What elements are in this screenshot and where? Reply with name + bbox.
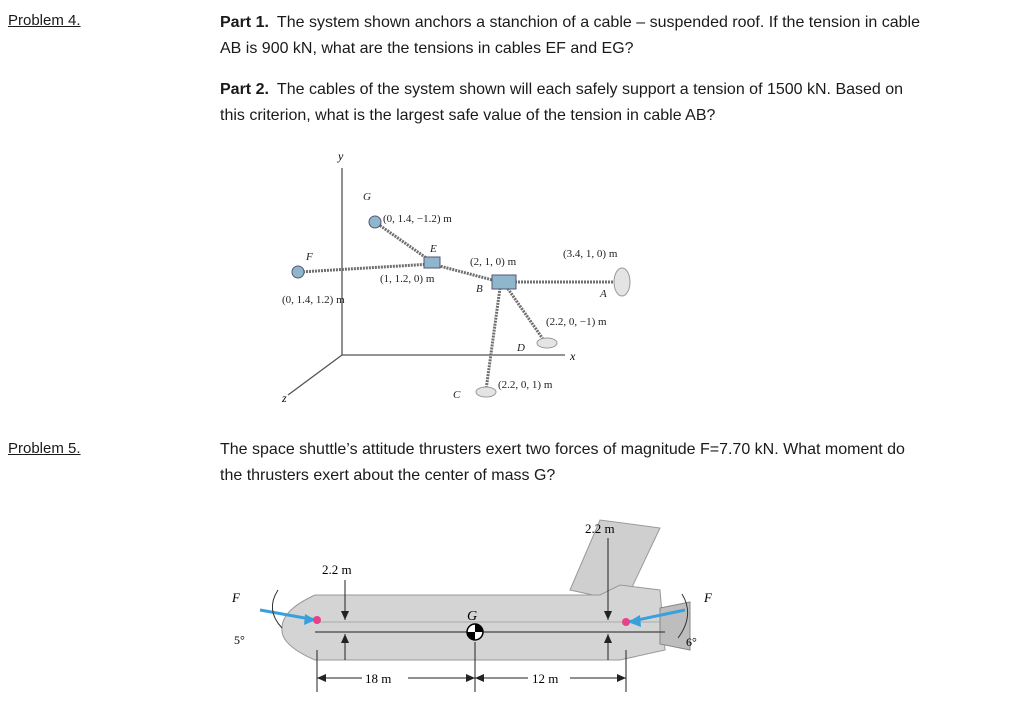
label-G: G — [363, 191, 371, 203]
ring-E — [424, 257, 440, 268]
label-A: A — [600, 288, 607, 300]
cable-system-figure — [260, 140, 660, 415]
label-B: B — [476, 283, 483, 295]
space-shuttle-figure — [220, 510, 720, 705]
coord-G: (0, 1.4, −1.2) m — [383, 213, 452, 225]
anchor-D — [537, 338, 557, 348]
anchor-A — [614, 268, 630, 296]
ring-B — [492, 275, 516, 289]
coord-C: (2.2, 0, 1) m — [498, 379, 553, 391]
axis-z-label: z — [282, 391, 287, 405]
problem-5-text: The space shuttle’s attitude thrusters exert two forces of magnitude F=7.70 kN. What moment do the thrusters exert about the center of mass G? — [220, 441, 905, 484]
angle-left: 5° — [234, 633, 245, 647]
label-C: C — [453, 389, 461, 401]
coord-E: (1, 1.2, 0) m — [380, 273, 435, 285]
label-E: E — [430, 243, 437, 255]
anchor-F — [292, 266, 304, 278]
dim-left-top: 2.2 m — [322, 562, 352, 577]
coord-B: (2, 1, 0) m — [470, 256, 517, 268]
label-F-left: F — [232, 590, 240, 605]
part-2-text: The cables of the system shown will each safely support a tension of 1500 kN. Based on this criterion, what is the largest safe value of the tension in cable AB? — [220, 81, 904, 124]
coord-D-point: (2.2, 0, −1) m — [546, 316, 607, 328]
dim-right-top: 2.2 m — [585, 521, 615, 536]
label-G-shuttle: G — [467, 609, 478, 624]
label-F-right: F — [704, 590, 712, 605]
dim-18: 18 m — [365, 671, 392, 686]
dim-12: 12 m — [532, 671, 559, 686]
axis-x-label: x — [570, 349, 576, 363]
coord-A: (3.4, 1, 0) m — [563, 248, 618, 260]
problem-4-label: Problem 4. — [8, 12, 81, 29]
problem-5-label: Problem 5. — [8, 440, 81, 457]
anchor-C — [476, 387, 496, 397]
part-2-heading: Part 2. — [220, 81, 269, 98]
anchor-G — [369, 216, 381, 228]
label-D: D — [517, 342, 525, 354]
axis-y-label: y — [338, 149, 344, 163]
thruster-point-left — [313, 616, 321, 624]
problem-4-part-2 — [220, 77, 920, 129]
coord-F: (0, 1.4, 1.2) m — [282, 294, 345, 306]
thruster-point-right — [622, 618, 630, 626]
part-1-heading: Part 1. — [220, 14, 269, 31]
part-1-text: The system shown anchors a stanchion of a cable – suspended roof. If the tension in cable AB is 900 kN, what are the tensions in cables EF and EG? — [220, 14, 920, 57]
angle-right: 6° — [686, 635, 697, 649]
problem-4-part-1 — [220, 10, 920, 62]
label-F: F — [306, 251, 313, 263]
